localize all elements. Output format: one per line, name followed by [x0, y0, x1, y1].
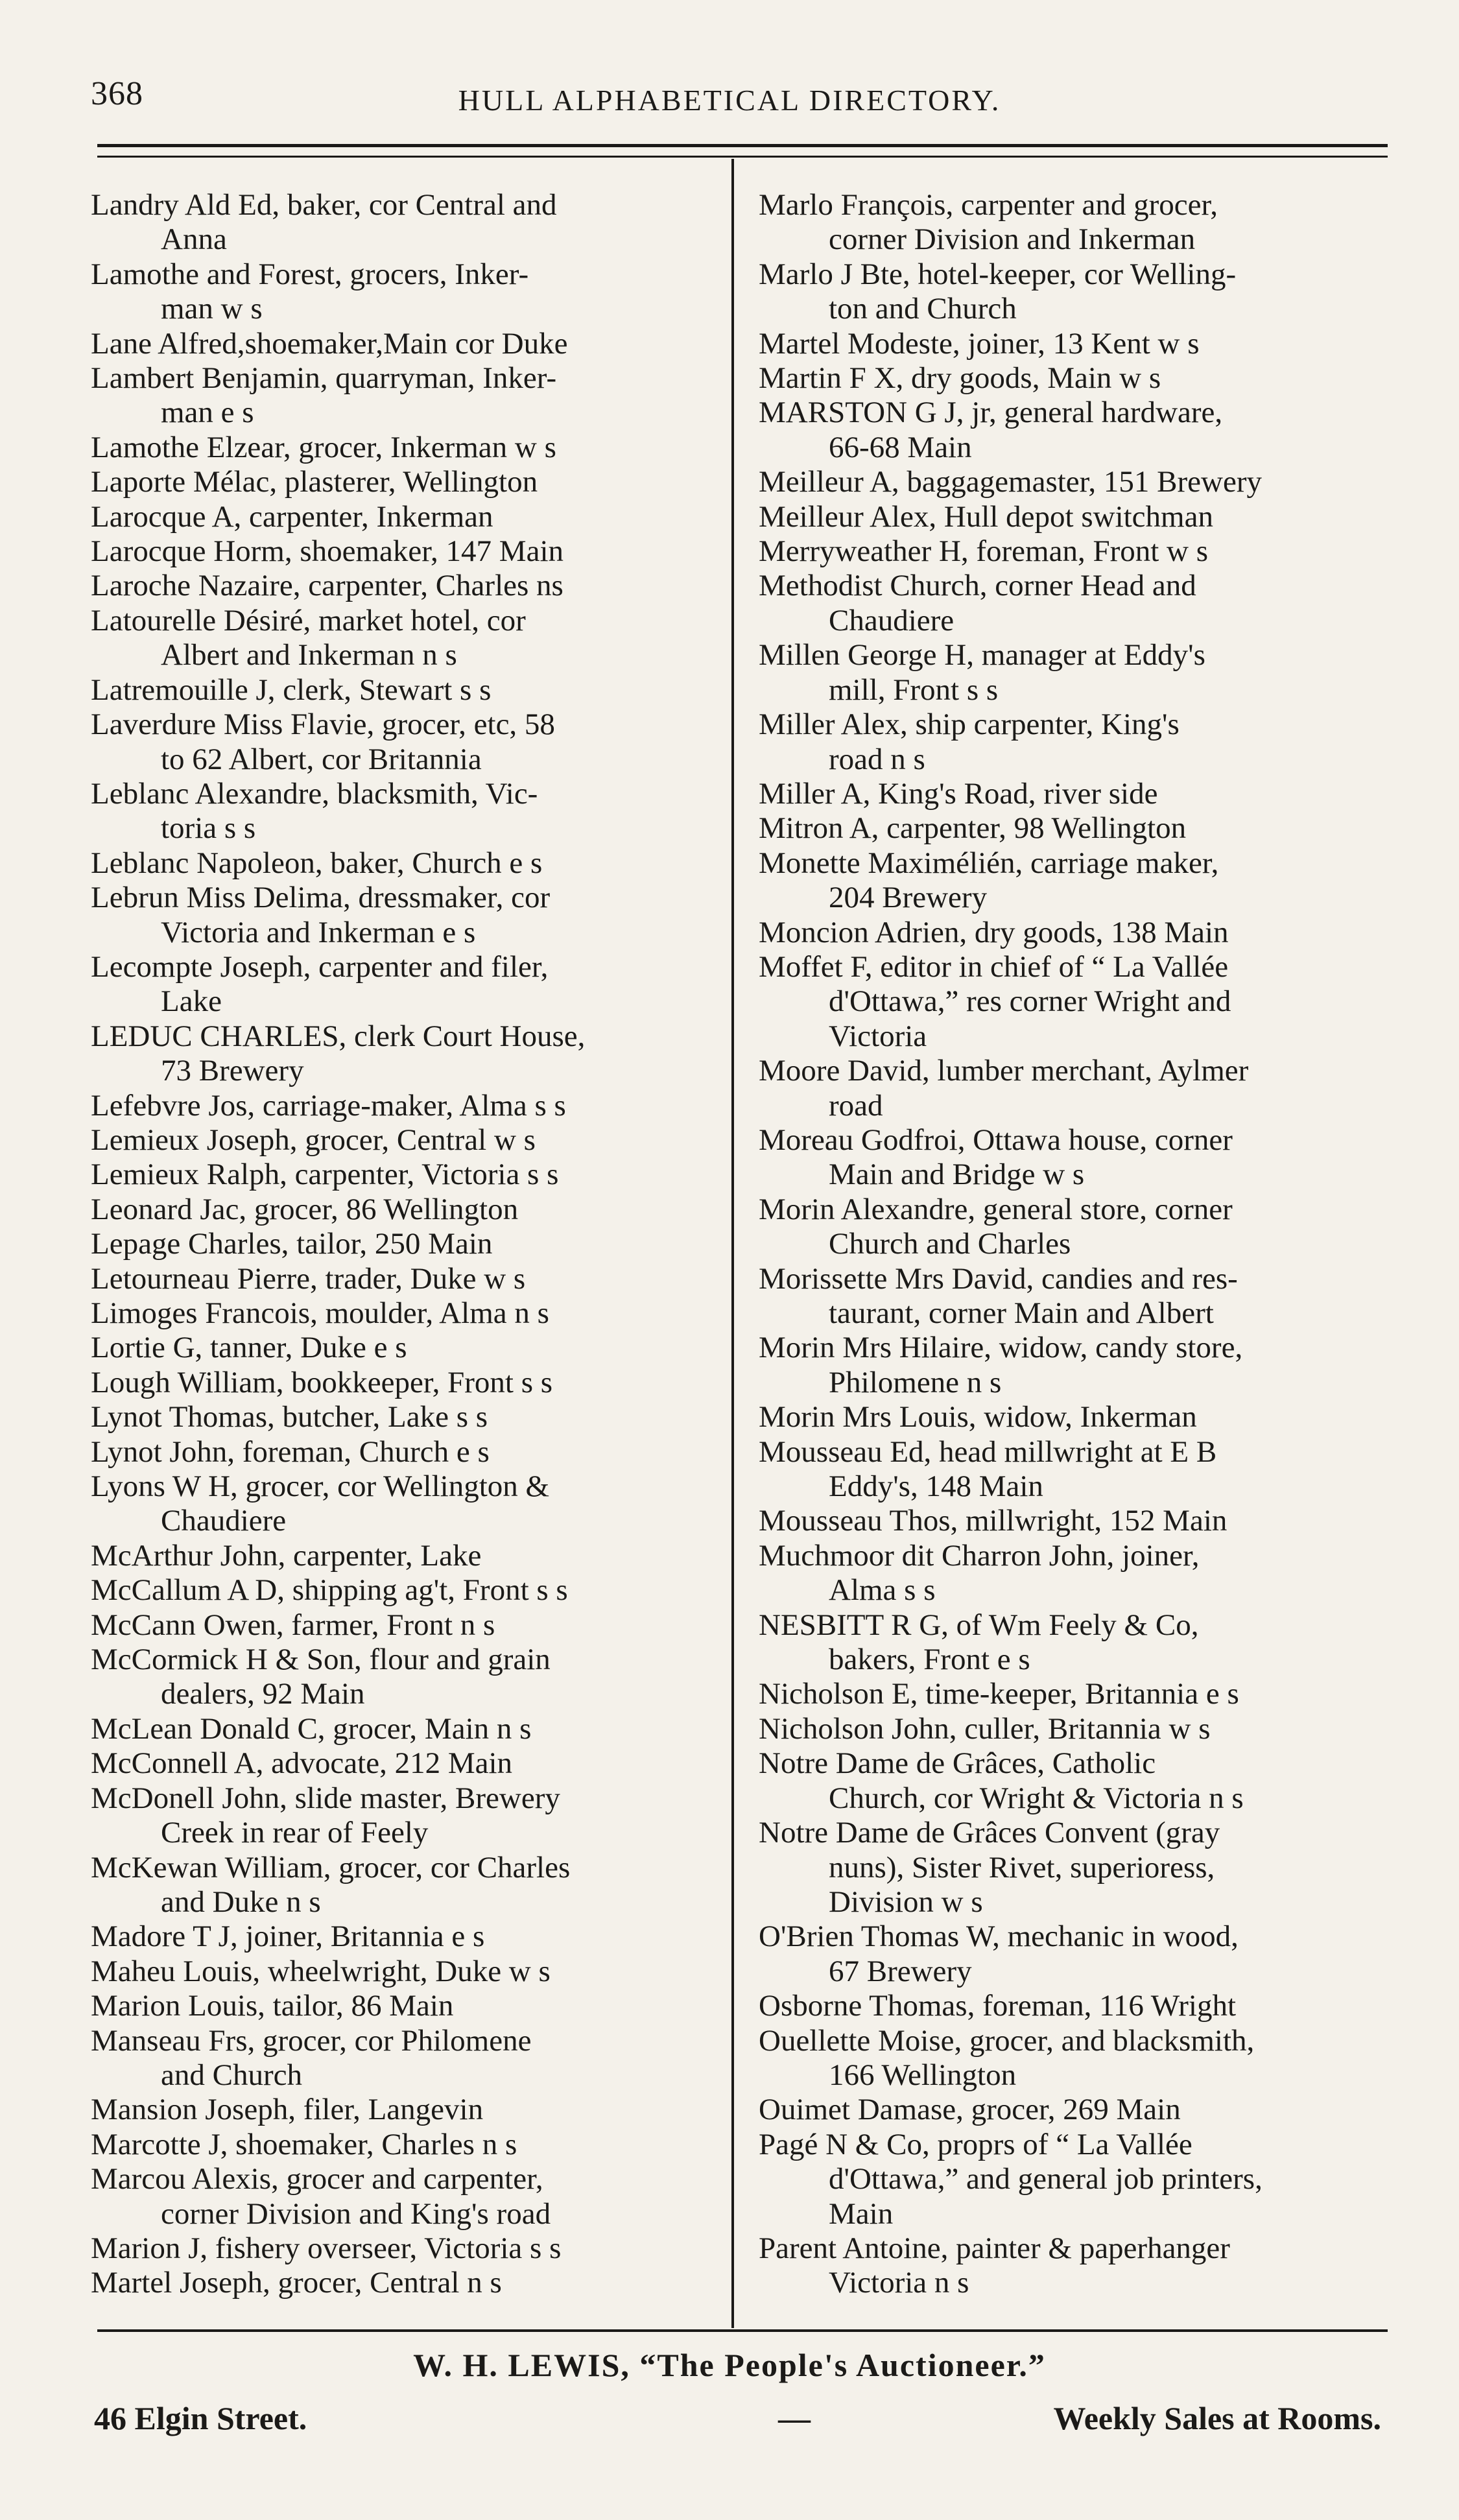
entry-line: Morin Alexandre, general store, corner: [759, 1192, 1233, 1226]
entry-continuation: dealers, 92 Main: [161, 1677, 365, 1711]
header-rule: [97, 144, 1388, 147]
entry-line: O'Brien Thomas W, mechanic in wood,: [759, 1920, 1239, 1954]
running-title: HULL ALPHABETICAL DIRECTORY.: [458, 84, 1001, 117]
directory-entry: [759, 1677, 1388, 1711]
directory-entry: [759, 1435, 1388, 1504]
entry-line: Ouellette Moise, grocer, and blacksmith,: [759, 2023, 1255, 2058]
entry-line: Merryweather H, foreman, Front w s: [759, 534, 1209, 569]
entry-line: Larocque Horm, shoemaker, 147 Main: [91, 534, 564, 569]
entry-continuation: Creek in rear of Feely: [161, 1816, 429, 1850]
directory-entry: [759, 916, 1388, 950]
directory-entry: [91, 327, 713, 361]
directory-entry: [759, 638, 1388, 707]
directory-entry: [91, 1331, 713, 1365]
entry-line: Moncion Adrien, dry goods, 138 Main: [759, 915, 1229, 949]
entry-line: Mousseau Ed, head millwright at E B: [759, 1434, 1217, 1469]
entry-line: Maheu Louis, wheelwright, Duke w s: [91, 1954, 551, 1988]
entry-line: Latourelle Désiré, market hotel, cor: [91, 603, 526, 637]
entry-continuation: man e s: [161, 396, 254, 430]
entry-continuation: Eddy's, 148 Main: [829, 1469, 1043, 1504]
entry-line: Millen George H, manager at Eddy's: [759, 638, 1205, 672]
directory-entry: [91, 2231, 713, 2266]
entry-line: Marcou Alexis, grocer and carpenter,: [91, 2162, 543, 2196]
entry-continuation: toria s s: [161, 811, 256, 846]
entry-continuation: Victoria and Inkerman e s: [161, 915, 476, 949]
entry-line: Mansion Joseph, filer, Langevin: [91, 2093, 484, 2127]
entry-line: Leblanc Napoleon, baker, Church e s: [91, 846, 543, 880]
entry-line: Lynot Thomas, butcher, Lake s s: [91, 1400, 488, 1434]
entry-line: McKewan William, grocer, cor Charles: [91, 1850, 571, 1884]
entry-line: Lough William, bookkeeper, Front s s: [91, 1365, 553, 1399]
entry-line: Parent Antoine, painter & paperhanger: [759, 2231, 1230, 2265]
directory-entry: [91, 534, 713, 569]
entry-line: Laverdure Miss Flavie, grocer, etc, 58: [91, 707, 555, 742]
entry-line: Nicholson E, time-keeper, Britannia e s: [759, 1677, 1239, 1711]
entry-line: Osborne Thomas, foreman, 116 Wright: [759, 1989, 1237, 2023]
directory-entry: [91, 1158, 713, 1192]
directory-entry: [759, 777, 1388, 811]
directory-entry: [759, 1123, 1388, 1193]
directory-entry: [91, 1539, 713, 1573]
directory-entry: [91, 257, 713, 327]
entry-continuation: Anna: [161, 222, 227, 257]
directory-entry: [91, 1989, 713, 2023]
directory-entry: [759, 327, 1388, 361]
entry-line: McArthur John, carpenter, Lake: [91, 1538, 482, 1573]
entry-continuation: taurant, corner Main and Albert: [829, 1296, 1214, 1330]
entry-continuation: d'Ottawa,” res corner Wright and: [829, 984, 1231, 1019]
entry-continuation: Victoria n s: [829, 2266, 969, 2300]
directory-entry: [759, 569, 1388, 638]
entry-continuation: nuns), Sister Rivet, superioress,: [829, 1850, 1215, 1884]
header-rule-thin: [97, 156, 1388, 158]
right-column: [759, 188, 1388, 2301]
directory-entry: [759, 846, 1388, 916]
entry-line: Lamothe and Forest, grocers, Inker-: [91, 257, 529, 291]
directory-entry: [759, 1989, 1388, 2023]
entry-continuation: Albert and Inkerman n s: [161, 638, 457, 672]
directory-entry: [759, 1262, 1388, 1331]
directory-entry: [91, 673, 713, 707]
entry-line: Martel Joseph, grocer, Central n s: [91, 2266, 502, 2300]
entry-line: McCallum A D, shipping ag't, Front s s: [91, 1573, 568, 1608]
entry-line: Marion Louis, tailor, 86 Main: [91, 1989, 454, 2023]
entry-continuation: Alma s s: [829, 1573, 936, 1608]
entry-continuation: corner Division and King's road: [161, 2196, 551, 2231]
entry-continuation: Chaudiere: [161, 1504, 287, 1538]
entry-line: Laroche Nazaire, carpenter, Charles ns: [91, 569, 563, 603]
entry-line: Marlo François, carpenter and grocer,: [759, 188, 1218, 222]
entry-line: Lemieux Ralph, carpenter, Victoria s s: [91, 1158, 559, 1192]
entry-line: Notre Dame de Grâces Convent (gray: [759, 1816, 1220, 1850]
directory-entry: [759, 500, 1388, 534]
page-number: 368: [91, 75, 143, 112]
entry-continuation: Church and Charles: [829, 1227, 1071, 1261]
entry-line: McLean Donald C, grocer, Main n s: [91, 1711, 532, 1746]
entry-line: Morissette Mrs David, candies and res-: [759, 1261, 1238, 1296]
directory-entry: [759, 2231, 1388, 2301]
entry-line: Landry Ald Ed, baker, cor Central and: [91, 188, 557, 222]
entry-line: Laporte Mélac, plasterer, Wellington: [91, 465, 538, 499]
entry-line: Muchmoor dit Charron John, joiner,: [759, 1538, 1200, 1573]
directory-entry: [91, 1920, 713, 1954]
entry-continuation: road n s: [829, 742, 925, 776]
directory-entry: [91, 1019, 713, 1089]
directory-entry: [759, 361, 1388, 396]
directory-entry: [91, 1712, 713, 1746]
entry-continuation: man w s: [161, 292, 263, 326]
entry-line: Lyons W H, grocer, cor Wellington &: [91, 1469, 550, 1504]
entry-continuation: and Duke n s: [161, 1884, 321, 1919]
directory-entry: [91, 881, 713, 950]
entry-continuation: Chaudiere: [829, 603, 955, 637]
directory-entry: [91, 500, 713, 534]
entry-continuation: Philomene n s: [829, 1365, 1002, 1399]
directory-entry: [91, 1366, 713, 1400]
entry-line: Leonard Jac, grocer, 86 Wellington: [91, 1192, 519, 1226]
entry-line: Marion J, fishery overseer, Victoria s s: [91, 2231, 562, 2265]
entry-line: Lane Alfred,shoemaker,Main cor Duke: [91, 326, 568, 361]
entry-line: Limoges Francois, moulder, Alma n s: [91, 1296, 549, 1330]
entry-line: Marlo J Bte, hotel-keeper, cor Welling-: [759, 257, 1237, 291]
entry-continuation: Division w s: [829, 1884, 983, 1919]
directory-entry: [91, 1123, 713, 1158]
directory-entry: [91, 1435, 713, 1469]
directory-entry: [759, 1746, 1388, 1816]
entry-line: Manseau Frs, grocer, cor Philomene: [91, 2023, 532, 2058]
entry-line: Meilleur A, baggagemaster, 151 Brewery: [759, 465, 1262, 499]
entry-line: Moreau Godfroi, Ottawa house, corner: [759, 1123, 1233, 1157]
directory-entry: [759, 1400, 1388, 1434]
directory-entry: [91, 1227, 713, 1261]
directory-entry: [91, 1608, 713, 1643]
directory-entry: [759, 1331, 1388, 1400]
directory-entry: [91, 2128, 713, 2162]
directory-entry: [91, 1193, 713, 1227]
advertisement-line: W. H. LEWIS, “The People's Auctioneer.”: [413, 2347, 1046, 2383]
entry-line: Morin Mrs Louis, widow, Inkerman: [759, 1400, 1197, 1434]
entry-line: Miller Alex, ship carpenter, King's: [759, 707, 1180, 742]
entry-line: Lemieux Joseph, grocer, Central w s: [91, 1123, 536, 1157]
entry-line: Marcotte J, shoemaker, Charles n s: [91, 2127, 517, 2161]
directory-entry: [91, 2162, 713, 2231]
directory-entry: [91, 707, 713, 777]
directory-entry: [91, 1851, 713, 1920]
entry-line: Lortie G, tanner, Duke e s: [91, 1331, 407, 1365]
directory-entry: [759, 1608, 1388, 1678]
entry-line: McCann Owen, farmer, Front n s: [91, 1608, 495, 1642]
directory-entry: [759, 811, 1388, 846]
entry-line: Moore David, lumber merchant, Aylmer: [759, 1054, 1249, 1088]
entry-line: Lebrun Miss Delima, dressmaker, cor: [91, 881, 551, 915]
entry-continuation: Lake: [161, 984, 222, 1019]
entry-line: Lambert Benjamin, quarryman, Inker-: [91, 361, 557, 396]
directory-entry: [759, 396, 1388, 465]
directory-entry: [759, 1193, 1388, 1262]
directory-entry: [91, 1955, 713, 1989]
entry-line: Mitron A, carpenter, 98 Wellington: [759, 811, 1187, 846]
directory-entry: [91, 777, 713, 846]
directory-entry: [759, 1816, 1388, 1920]
directory-entry: [759, 2093, 1388, 2127]
directory-entry: [91, 1089, 713, 1123]
entry-line: Martin F X, dry goods, Main w s: [759, 361, 1161, 396]
advertisement-dash: —: [778, 2400, 811, 2436]
directory-entry: [759, 1539, 1388, 1608]
directory-entry: [91, 1262, 713, 1296]
directory-entry: [759, 950, 1388, 1054]
entry-continuation: Church, cor Wright & Victoria n s: [829, 1781, 1244, 1815]
entry-line: Nicholson John, culler, Britannia w s: [759, 1711, 1211, 1746]
directory-entry: [91, 1296, 713, 1331]
entry-line: McDonell John, slide master, Brewery: [91, 1781, 560, 1815]
directory-entry: [91, 569, 713, 603]
entry-line: Ouimet Damase, grocer, 269 Main: [759, 2093, 1181, 2127]
entry-continuation: corner Division and Inkerman: [829, 222, 1196, 257]
directory-entry: [91, 2093, 713, 2127]
directory-entry: [91, 2024, 713, 2093]
entry-line: Lynot John, foreman, Church e s: [91, 1434, 490, 1469]
entry-continuation: Main: [829, 2196, 894, 2231]
directory-entry: [91, 1746, 713, 1781]
directory-entry: [759, 465, 1388, 499]
entry-continuation: mill, Front s s: [829, 672, 999, 707]
entry-line: Larocque A, carpenter, Inkerman: [91, 499, 493, 534]
entry-line: McConnell A, advocate, 212 Main: [91, 1746, 513, 1781]
entry-line: Lamothe Elzear, grocer, Inkerman w s: [91, 430, 556, 464]
entry-line: McCormick H & Son, flour and grain: [91, 1643, 551, 1677]
entry-line: Lecompte Joseph, carpenter and filer,: [91, 949, 549, 984]
entry-continuation: bakers, Front e s: [829, 1643, 1030, 1677]
entry-line: MARSTON G J, jr, general hardware,: [759, 396, 1223, 430]
directory-entry: [759, 1712, 1388, 1746]
entry-continuation: Victoria: [829, 1019, 927, 1053]
entry-line: Lefebvre Jos, carriage-maker, Alma s s: [91, 1088, 566, 1123]
directory-entry: [91, 465, 713, 499]
directory-entry: [91, 2266, 713, 2300]
directory-entry: [91, 950, 713, 1019]
entry-line: NESBITT R G, of Wm Feely & Co,: [759, 1608, 1199, 1642]
entry-line: Miller A, King's Road, river side: [759, 776, 1158, 811]
entry-continuation: to 62 Albert, cor Britannia: [161, 742, 482, 776]
entry-line: Monette Maximélién, carriage maker,: [759, 846, 1219, 880]
advertisement-tagline: Weekly Sales at Rooms.: [1053, 2400, 1381, 2436]
directory-entry: [759, 707, 1388, 777]
directory-entry: [759, 534, 1388, 569]
directory-entry: [759, 1054, 1388, 1123]
directory-entry: [91, 1781, 713, 1851]
entry-continuation: 73 Brewery: [161, 1054, 304, 1088]
directory-entry: [91, 431, 713, 465]
entry-line: Letourneau Pierre, trader, Duke w s: [91, 1261, 526, 1296]
entry-line: Latremouille J, clerk, Stewart s s: [91, 672, 492, 707]
left-column: [91, 188, 713, 2301]
entry-line: Martel Modeste, joiner, 13 Kent w s: [759, 326, 1200, 361]
directory-entry: [91, 604, 713, 673]
entry-line: Leblanc Alexandre, blacksmith, Vic-: [91, 776, 538, 811]
entry-line: Pagé N & Co, proprs of “ La Vallée: [759, 2127, 1192, 2161]
entry-line: Notre Dame de Grâces, Catholic: [759, 1746, 1156, 1781]
column-divider: [731, 159, 734, 2328]
entry-continuation: 66-68 Main: [829, 430, 972, 464]
footer-rule: [97, 2329, 1388, 2332]
entry-line: Lepage Charles, tailor, 250 Main: [91, 1227, 493, 1261]
directory-entry: [91, 188, 713, 257]
directory-entry: [759, 1504, 1388, 1538]
directory-entry: [91, 846, 713, 881]
entry-line: Morin Mrs Hilaire, widow, candy store,: [759, 1331, 1243, 1365]
advertisement-address: 46 Elgin Street.: [94, 2400, 307, 2436]
directory-entry: [91, 1643, 713, 1712]
directory-entry: [91, 1400, 713, 1434]
entry-continuation: and Church: [161, 2058, 302, 2092]
directory-entry: [91, 1573, 713, 1608]
entry-line: Moffet F, editor in chief of “ La Vallée: [759, 949, 1229, 984]
entry-line: Meilleur Alex, Hull depot switchman: [759, 499, 1213, 534]
directory-entry: [759, 257, 1388, 327]
entry-line: Mousseau Thos, millwright, 152 Main: [759, 1504, 1228, 1538]
entry-line: Madore T J, joiner, Britannia e s: [91, 1920, 485, 1954]
entry-continuation: Main and Bridge w s: [829, 1158, 1085, 1192]
entry-line: LEDUC CHARLES, clerk Court House,: [91, 1019, 586, 1053]
directory-entry: [759, 188, 1388, 257]
entry-continuation: ton and Church: [829, 292, 1017, 326]
directory-entry: [759, 1920, 1388, 1989]
directory-entry: [759, 2024, 1388, 2093]
entry-continuation: d'Ottawa,” and general job printers,: [829, 2162, 1263, 2196]
entry-line: Methodist Church, corner Head and: [759, 569, 1196, 603]
entry-continuation: 204 Brewery: [829, 881, 988, 915]
directory-entry: [759, 2128, 1388, 2231]
entry-continuation: 67 Brewery: [829, 1954, 972, 1988]
entry-continuation: 166 Wellington: [829, 2058, 1017, 2092]
directory-entry: [91, 361, 713, 431]
directory-entry: [91, 1469, 713, 1539]
entry-continuation: road: [829, 1088, 883, 1123]
